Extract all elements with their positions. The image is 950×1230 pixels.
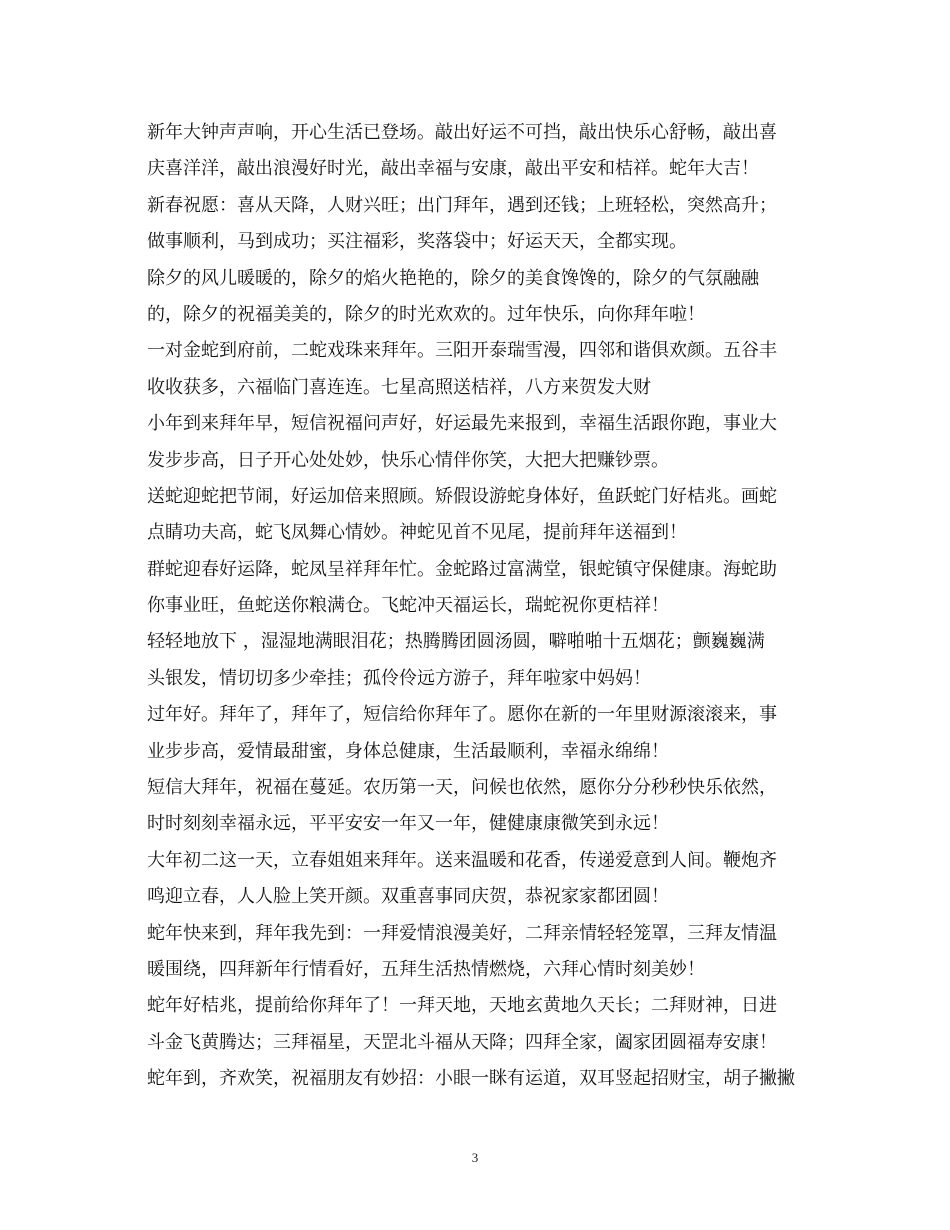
text-line: 除夕的风儿暖暖的，除夕的焰火艳艳的，除夕的美食馋馋的，除夕的气氛融融 <box>147 267 759 289</box>
text-line: 群蛇迎春好运降，蛇凤呈祥拜年忙。金蛇路过富满堂，银蛇镇守保健康。海蛇助 <box>147 558 777 580</box>
text-line: 发步步高，日子开心处处妙，快乐心情伴你笑，大把大把赚钞票。 <box>147 449 669 471</box>
text-line: 新春祝愿：喜从天降，人财兴旺；出门拜年，遇到还钱；上班轻松，突然高升； <box>147 194 777 216</box>
text-line: 蛇年好桔兆，提前给你拜年了！一拜天地，天地玄黄地久天长；二拜财神，日进 <box>147 995 777 1017</box>
text-line: 蛇年快来到，拜年我先到：一拜爱情浪漫美好，二拜亲情轻轻笼罩，三拜友情温 <box>147 922 777 944</box>
text-line: 短信大拜年，祝福在蔓延。农历第一天，问候也依然，愿你分分秒秒快乐依然， <box>147 777 777 799</box>
text-line: 点睛功夫高，蛇飞凤舞心情妙。神蛇见首不见尾，提前拜年送福到！ <box>147 522 687 544</box>
text-line: 头银发，情切切多少牵挂；孤伶伶远方游子，拜年啦家中妈妈！ <box>147 667 651 689</box>
text-line: 蛇年到，齐欢笑，祝福朋友有妙招：小眼一眯有运道，双耳竖起招财宝，胡子撇撇 <box>147 1068 795 1090</box>
text-line: 轻轻地放下 ，湿湿地满眼泪花；热腾腾团圆汤圆，噼啪啪十五烟花；颤巍巍满 <box>147 631 765 653</box>
text-line: 鸣迎立春，人人脸上笑开颜。双重喜事同庆贺，恭祝家家都团圆！ <box>147 886 669 908</box>
text-line: 庆喜洋洋，敲出浪漫好时光，敲出幸福与安康，敲出平安和桔祥。蛇年大吉！ <box>147 158 759 180</box>
text-line: 暖围绕，四拜新年行情看好，五拜生活热情燃烧，六拜心情时刻美妙！ <box>147 958 705 980</box>
text-line: 一对金蛇到府前，二蛇戏珠来拜年。三阳开泰瑞雪漫，四邻和谐俱欢颜。五谷丰 <box>147 340 777 362</box>
text-line: 收收获多，六福临门喜连连。七星高照送桔祥，八方来贺发大财 <box>147 376 651 398</box>
text-line: 斗金飞黄腾达；三拜福星，天罡北斗福从天降；四拜全家，阖家团圆福寿安康！ <box>147 1031 777 1053</box>
body-text <box>147 115 827 1098</box>
text-line: 小年到来拜年早，短信祝福问声好，好运最先来报到，幸福生活跟你跑，事业大 <box>147 413 777 435</box>
text-line: 时时刻刻幸福永远，平平安安一年又一年，健健康康微笑到永远！ <box>147 813 669 835</box>
text-line: 你事业旺，鱼蛇送你粮满仓。飞蛇冲天福运长，瑞蛇祝你更桔祥！ <box>147 595 669 617</box>
text-line: 过年好。拜年了，拜年了，短信给你拜年了。愿你在新的一年里财源滚滚来，事 <box>147 704 777 726</box>
text-line: 新年大钟声声响，开心生活已登场。敲出好运不可挡，敲出快乐心舒畅，敲出喜 <box>147 122 777 143</box>
text-line: 送蛇迎蛇把节闹，好运加倍来照顾。矫假设游蛇身体好，鱼跃蛇门好桔兆。画蛇 <box>147 485 777 507</box>
text-line: 的，除夕的祝福美美的，除夕的时光欢欢的。过年快乐，向你拜年啦！ <box>147 303 705 325</box>
page-number: 3 <box>471 1150 479 1165</box>
text-line: 业步步高，爱情最甜蜜，身体总健康，生活最顺利，幸福永绵绵！ <box>147 740 669 762</box>
text-line: 做事顺利，马到成功；买注福彩，奖落袋中；好运天天，全都实现。 <box>147 231 687 253</box>
text-line: 大年初二这一天，立春姐姐来拜年。送来温暖和花香，传递爱意到人间。鞭炮齐 <box>147 849 777 871</box>
